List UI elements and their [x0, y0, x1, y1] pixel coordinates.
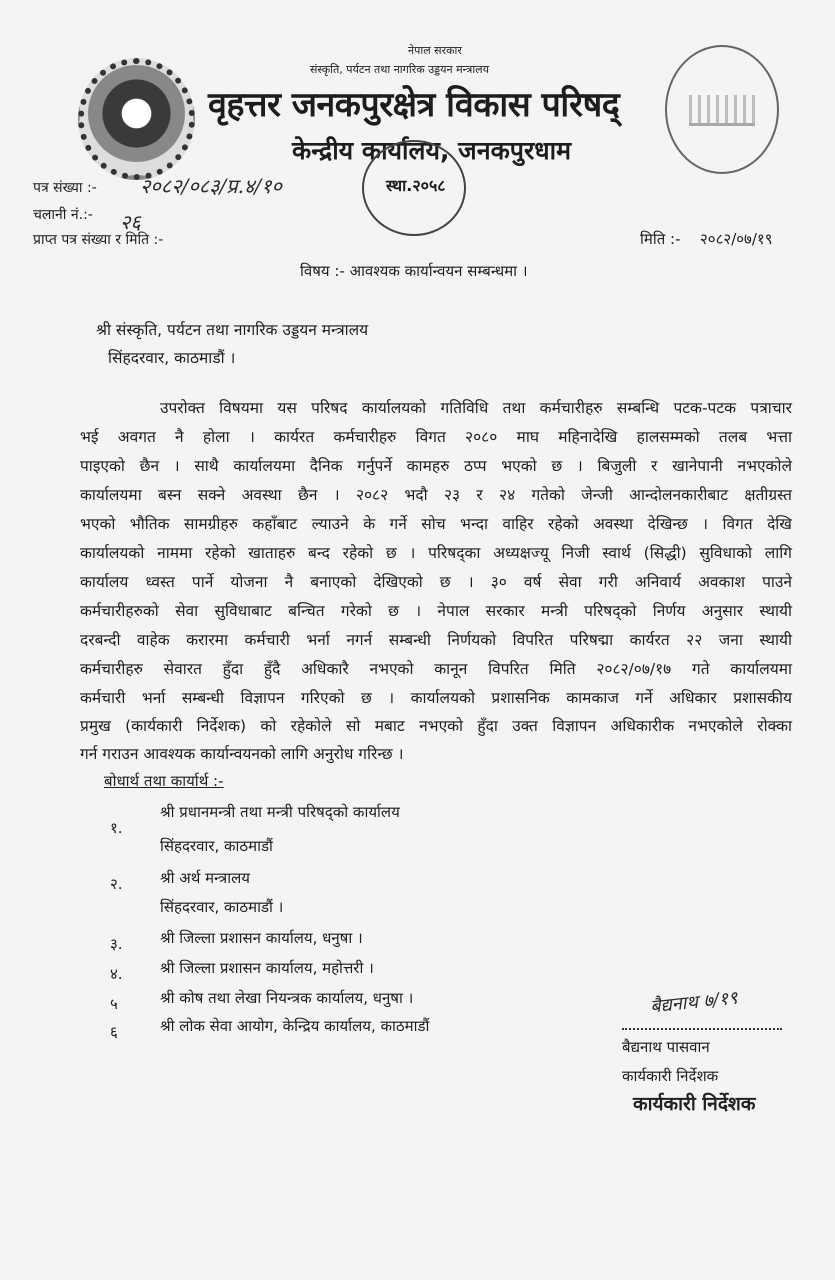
- cc-item-number: ५: [110, 995, 118, 1013]
- dispatch-number-label: चलानी नं.:-: [33, 207, 93, 223]
- letter-number-value: २०८२/०८३/प्र.४/१०: [140, 174, 282, 198]
- received-letter-label: प्राप्त पत्र संख्या र मिति :-: [33, 232, 164, 248]
- signature-line: [622, 1028, 782, 1030]
- cc-item-address: सिंहदरवार, काठमाडौं ।: [160, 898, 284, 916]
- body-line: प्रमुख (कार्यकारी निर्देशक) को रहेकोले सो मबाट नभएको हुँदा उक्त विज्ञापन अधिकारीक नभएकोले रोक्का: [80, 717, 792, 735]
- body-line: गर्न गराउन आवश्यक कार्यान्वयनको लागि अनुरोध गरिन्छ ।: [80, 745, 404, 763]
- cc-item-number: ४.: [110, 965, 123, 983]
- body-line: कर्मचारी भर्ना सम्बन्धी विज्ञापन गरिएको छ । कार्यालयको प्रशासनिक कामकाज गर्ने अधिकार प्रशासकीय: [80, 689, 792, 707]
- body-line: पाइएको छैन । साथै कार्यालयमा दैनिक गर्नुपर्ने कामहरु ठप्प भएको छ । बिजुली र खानेपानी नभएकोले: [80, 457, 792, 475]
- subject-line: विषय :- आवश्यक कार्यान्वयन सम्बन्धमा ।: [300, 262, 528, 280]
- signatory-name: बैद्यनाथ पासवान: [622, 1038, 710, 1056]
- date-value: २०८२/०७/१९: [700, 230, 773, 248]
- date-label: मिति :-: [640, 230, 681, 248]
- council-logo-seal: [665, 45, 779, 174]
- cc-heading: बोधार्थ तथा कार्यार्थ :-: [104, 772, 224, 790]
- handwritten-signature: बैद्यनाथ ७/१९: [649, 987, 739, 1018]
- dispatch-number-value: २६: [120, 210, 141, 234]
- cc-item: श्री जिल्ला प्रशासन कार्यालय, महोत्तरी ।: [160, 959, 374, 977]
- letter-number-label: पत्र संख्या :-: [33, 180, 97, 196]
- office-round-stamp: [362, 140, 466, 236]
- recipient-line-1: श्री संस्कृति, पर्यटन तथा नागरिक उड्डयन मन्त्रालय: [96, 321, 369, 339]
- body-line: कर्मचारीहरुको सेवा सुविधाबाट बन्चित गरेको छ । नेपाल सरकार मन्त्री परिषद्को निर्णय अनुसार स्थायी: [80, 602, 792, 620]
- stamp-text: स्था.२०५८: [386, 176, 446, 195]
- designation-rubber-stamp: कार्यकारी निर्देशक: [633, 1093, 756, 1115]
- cc-item-address: सिंहदरवार, काठमाडौं: [160, 837, 273, 855]
- cc-item: श्री जिल्ला प्रशासन कार्यालय, धनुषा ।: [160, 929, 363, 947]
- body-line: दरबन्दी वाहेक करारमा कर्मचारी भर्ना नगर्न सम्बन्धी निर्णयको विपरित परिषद्मा कार्यरत २२ जना स्थायी: [80, 631, 792, 649]
- body-line: भई अवगत नै होला । कार्यरत कर्मचारीहरु विगत २०८० माघ महिनादेखि हालसम्मको तलब भत्ता: [80, 428, 792, 446]
- body-line: कार्यालय ध्वस्त पार्ने योजना नै बनाएको देखिएको छ । ३० वर्ष सेवा गरी अनिवार्य अवकाश पाउने: [80, 573, 792, 591]
- office-name: केन्द्रीय कार्यालय, जनकपुरधाम: [292, 136, 572, 165]
- body-line: कार्यालयमा बस्न सक्ने अवस्था छैन । २०८२ भदौ २३ र २४ गतेको जेन्जी आन्दोलनकारीबाट क्षतीग्रस्त: [80, 486, 792, 504]
- nepal-emblem-logo: [78, 58, 195, 180]
- cc-item: श्री अर्थ मन्त्रालय: [160, 869, 250, 887]
- cc-item: श्री कोष तथा लेखा नियन्त्रक कार्यालय, धनुषा ।: [160, 989, 414, 1007]
- signatory-designation: कार्यकारी निर्देशक: [622, 1067, 719, 1085]
- recipient-line-2: सिंहदरवार, काठमाडौं ।: [108, 349, 236, 367]
- cc-item: श्री लोक सेवा आयोग, केन्द्रिय कार्यालय, काठमाडौं: [160, 1017, 430, 1035]
- cc-item-number: ३.: [110, 935, 123, 953]
- body-line: उपरोक्त विषयमा यस परिषद कार्यालयको गतिविधि तथा कर्मचारीहरु सम्बन्धि पटक-पटक पत्राचार: [160, 399, 792, 417]
- body-line: भएको भौतिक सामग्रीहरु कहाँबाट ल्याउने के गर्ने सोच भन्दा वाहिर रहेको अवस्था देखिन्छ । विगत देखि: [80, 515, 792, 533]
- body-line: कार्यालयको नाममा रहेको खाताहरु बन्द रहेको छ । परिषद्का अध्यक्षज्यू निजी स्वार्थ (सिद्धी) सुविधाको लागि: [80, 544, 792, 562]
- seal-building-icon: [689, 95, 755, 126]
- ministry-label: संस्कृति, पर्यटन तथा नागरिक उड्डयन मन्त्रालय: [310, 63, 490, 76]
- body-line: कर्मचारीहरु सेवारत हुँदा हुँदै अधिकारै नभएको कानून विपरित मिति २०८२/०७/१७ गते कार्यालयमा: [80, 660, 792, 678]
- cc-item-number: ६: [110, 1023, 118, 1041]
- cc-item: श्री प्रधानमन्त्री तथा मन्त्री परिषद्को कार्यालय: [160, 803, 400, 821]
- organization-name: वृहत्तर जनकपुरक्षेत्र विकास परिषद्: [208, 85, 620, 125]
- cc-item-number: १.: [110, 819, 123, 837]
- government-label: नेपाल सरकार: [408, 44, 462, 57]
- cc-item-number: २.: [110, 875, 123, 893]
